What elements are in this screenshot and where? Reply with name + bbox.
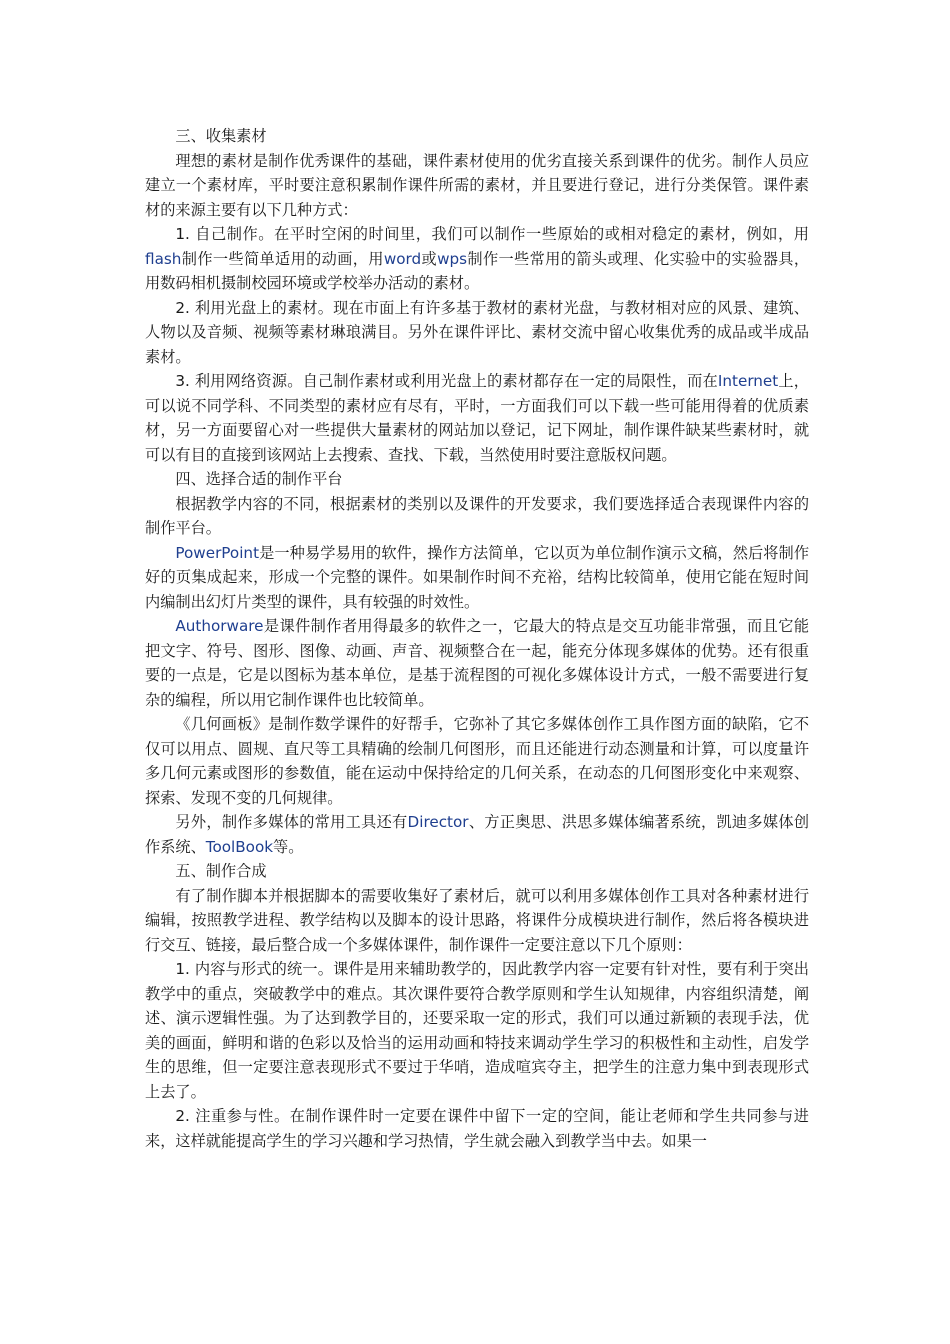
term-toolbook: ToolBook xyxy=(205,837,274,856)
paragraph-network-resources: 3. 利用网络资源。自己制作素材或利用光盘上的素材都存在一定的局限性，而在Internet上，可以说不同学科、不同类型的素材应有尽有，平时，一方面我们可以下载一些可能用得着的优质素材，另一方面要留心对一些提供大量素材的网站加以登记，记下网址，制作课件缺某些素材时，就可以有目的直接到该网站上去搜索、查找、下载，当然使用时要注意版权问题。 xyxy=(145,372,809,464)
paragraph-content-form-unity: 1. 内容与形式的统一。课件是用来辅助教学的，因此教学内容一定要有针对性，要有利于突出教学中的重点，突破教学中的难点。其次课件要符合教学原则和学生认知规律，内容组织清楚，阐述、演示逻辑性强。为了达到教学目的，还要采取一定的形式，我们可以通过新颖的表现手法，优美的画面，鲜明和谐的色彩以及恰当的运用动画和特技来调动学生学习的积极性和主动性，启发学生的思维，但一定要注意表现形式不要过于华哨，造成喧宾夺主，把学生的注意力集中到表现形式上去了。 xyxy=(145,960,809,1101)
section-heading-collect-materials: 三、收集素材 xyxy=(175,127,267,145)
paragraph-authorware: Authorware是课件制作者用得最多的软件之一，它最大的特点是交互功能非常强，而且它能把文字、符号、图形、图像、动画、声音、视频整合在一起，能充分体现多媒体的优势。还有很重要的一点是，它是以图标为基本单位，是基于流程图的可视化多媒体设计方式，一般不需要进行复杂的编程，所以用它制作课件也比较简单。 xyxy=(145,617,809,709)
term-powerpoint: PowerPoint xyxy=(175,543,260,562)
term-authorware: Authorware xyxy=(175,617,264,635)
term-flash: flash xyxy=(145,249,182,268)
paragraph-materials-intro: 理想的素材是制作优秀课件的基础，课件素材使用的优劣直接关系到课件的优劣。制作人员应建立一个素材库，平时要注意积累制作课件所需的素材，并且要进行登记，进行分类保管。课件素材的来源主要有以下几种方式： xyxy=(145,151,809,219)
section-heading-production: 五、制作合成 xyxy=(175,862,267,880)
paragraph-other-tools: 另外，制作多媒体的常用工具还有Director、方正奥思、洪思多媒体编著系统，凯迪多媒体创作系统、ToolBook等。 xyxy=(145,813,810,856)
term-word: word xyxy=(383,249,422,268)
term-internet: Internet xyxy=(717,372,779,390)
document-body xyxy=(145,124,809,1153)
paragraph-geometry-sketchpad: 《几何画板》是制作数学课件的好帮手，它弥补了其它多媒体创作工具作图方面的缺陷，它不仅可以用点、圆规、直尺等工具精确的绘制几何图形，而且还能进行动态测量和计算，可以度量许多几何元素或图形的参数值，能在运动中保持给定的几何关系，在动态的几何图形变化中来观察、探索、发现不变的几何规律。 xyxy=(145,715,809,807)
paragraph-platform-intro: 根据教学内容的不同，根据素材的类别以及课件的开发要求，我们要选择适合表现课件内容的制作平台。 xyxy=(145,494,809,537)
paragraph-disc-materials: 2. 利用光盘上的素材。现在市面上有许多基于教材的素材光盘，与教材相对应的风景、建筑、人物以及音频、视频等素材琳琅满目。另外在课件评比、素材交流中留心收集优秀的成品或半成品素材。 xyxy=(145,298,809,366)
term-director: Director xyxy=(407,813,469,831)
paragraph-powerpoint: PowerPoint是一种易学易用的软件，操作方法简单，它以页为单位制作演示文稿，然后将制作好的页集成起来，形成一个完整的课件。如果制作时间不充裕，结构比较简单，使用它能在短时间内编制出幻灯片类型的课件，具有较强的时效性。 xyxy=(145,543,809,611)
paragraph-participation: 2. 注重参与性。在制作课件时一定要在课件中留下一定的空间，能让老师和学生共同参与进来，这样就能提高学生的学习兴趣和学习热情，学生就会融入到教学当中去。如果一 xyxy=(145,1107,809,1150)
paragraph-self-made: 1. 自己制作。在平时空闲的时间里，我们可以制作一些原始的或相对稳定的素材，例如，用flash制作一些简单适用的动画，用word或wps制作一些常用的箭头或理、化实验中的实验器具，用数码相机摄制校园环境或学校举办活动的素材。 xyxy=(145,225,810,292)
section-heading-choose-platform: 四、选择合适的制作平台 xyxy=(175,470,343,488)
paragraph-production-intro: 有了制作脚本并根据脚本的需要收集好了素材后，就可以利用多媒体创作工具对各种素材进行编辑，按照教学进程、教学结构以及脚本的设计思路，将课件分成模块进行制作，然后将各模块进行交互、链接，最后整合成一个多媒体课件，制作课件一定要注意以下几个原则： xyxy=(145,886,809,954)
term-wps: wps xyxy=(437,249,468,268)
